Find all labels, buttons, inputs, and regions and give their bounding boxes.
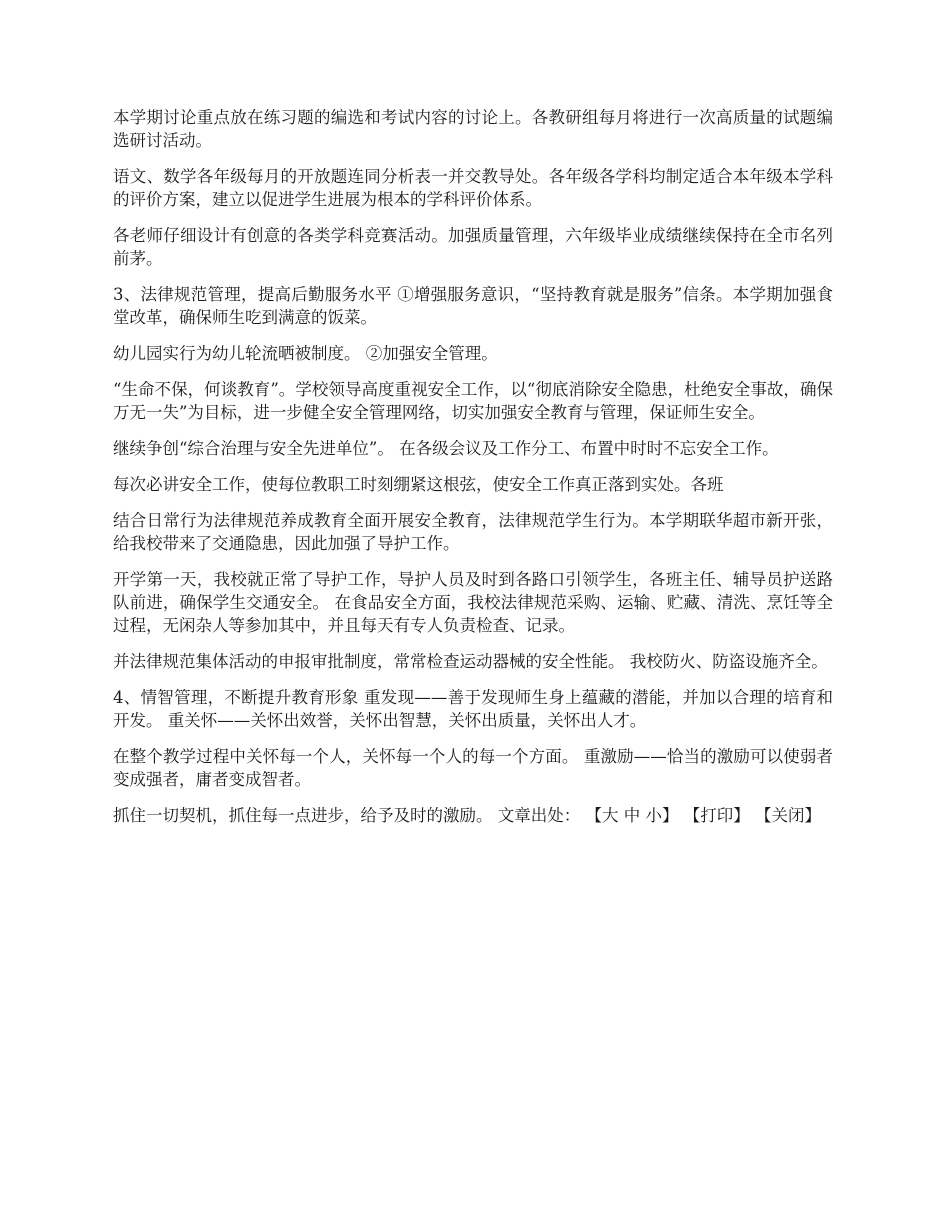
last-paragraph <box>113 804 833 827</box>
last-paragraph-text: 抓住一切契机，抓住每一点进步，给予及时的激励。 文章出处： <box>113 806 581 825</box>
paragraph: “生命不保，何谈教育”。学校领导高度重视安全工作，以“彻底消除安全隐患，杜绝安全事故，确保万无一失”为目标，进一步健全安全管理网络，切实加强安全教育与管理，保证师生安全。 <box>113 380 833 422</box>
paragraph: 每次必讲安全工作，使每位教职工时刻绷紧这根弦，使安全工作真正落到实处。各班 <box>113 475 724 494</box>
paragraph: 本学期讨论重点放在练习题的编选和考试内容的讨论上。各教研组每月将进行一次高质量的试题编选研讨活动。 <box>113 108 833 150</box>
print-link[interactable]: 【打印】 <box>683 806 750 825</box>
close-link[interactable]: 【关闭】 <box>755 806 821 825</box>
document-body <box>113 106 833 840</box>
paragraph: 3、法律规范管理，提高后勤服务水平 ①增强服务意识，“坚持教育就是服务”信条。本学期加强食堂改革，确保师生吃到满意的饭菜。 <box>113 285 833 327</box>
paragraph: 在整个教学过程中关怀每一个人，关怀每一个人的每一个方面。 重激励——恰当的激励可以使弱者变成强者，庸者变成智者。 <box>113 747 833 789</box>
paragraph: 结合日常行为法律规范养成教育全面开展安全教育，法律规范学生行为。本学期联华超市新开张，给我校带来了交通隐患，因此加强了导护工作。 <box>113 511 833 553</box>
paragraph: 开学第一天，我校就正常了导护工作，导护人员及时到各路口引领学生，各班主任、辅导员护送路队前进，确保学生交通安全。 在食品安全方面，我校法律规范采购、运输、贮藏、清洗、烹饪等全过程，无闲杂人等参加其中，并且每天有专人负责检查、记录。 <box>113 570 833 635</box>
paragraph: 4、情智管理，不断提升教育形象 重发现——善于发现师生身上蕴藏的潜能，并加以合理的培育和开发。 重关怀——关怀出效誉，关怀出智慧，关怀出质量，关怀出人才。 <box>113 688 833 730</box>
paragraph: 各老师仔细设计有创意的各类学科竞赛活动。加强质量管理，六年级毕业成绩继续保持在全市名列前茅。 <box>113 226 833 268</box>
paragraph: 继续争创“综合治理与安全先进单位”。 在各级会议及工作分工、布置中时时不忘安全工作。 <box>113 439 779 458</box>
paragraph: 幼儿园实行为幼儿轮流晒被制度。 ②加强安全管理。 <box>113 344 498 363</box>
paragraph: 语文、数学各年级每月的开放题连同分析表一并交教导处。各年级各学科均制定适合本年级本学科的评价方案，建立以促进学生进展为根本的学科评价体系。 <box>113 167 833 209</box>
font-size-link[interactable]: 【大 中 小】 <box>585 806 679 825</box>
paragraph: 并法律规范集体活动的申报审批制度，常常检查运动器械的安全性能。 我校防火、防盗设施齐全。 <box>113 652 828 671</box>
